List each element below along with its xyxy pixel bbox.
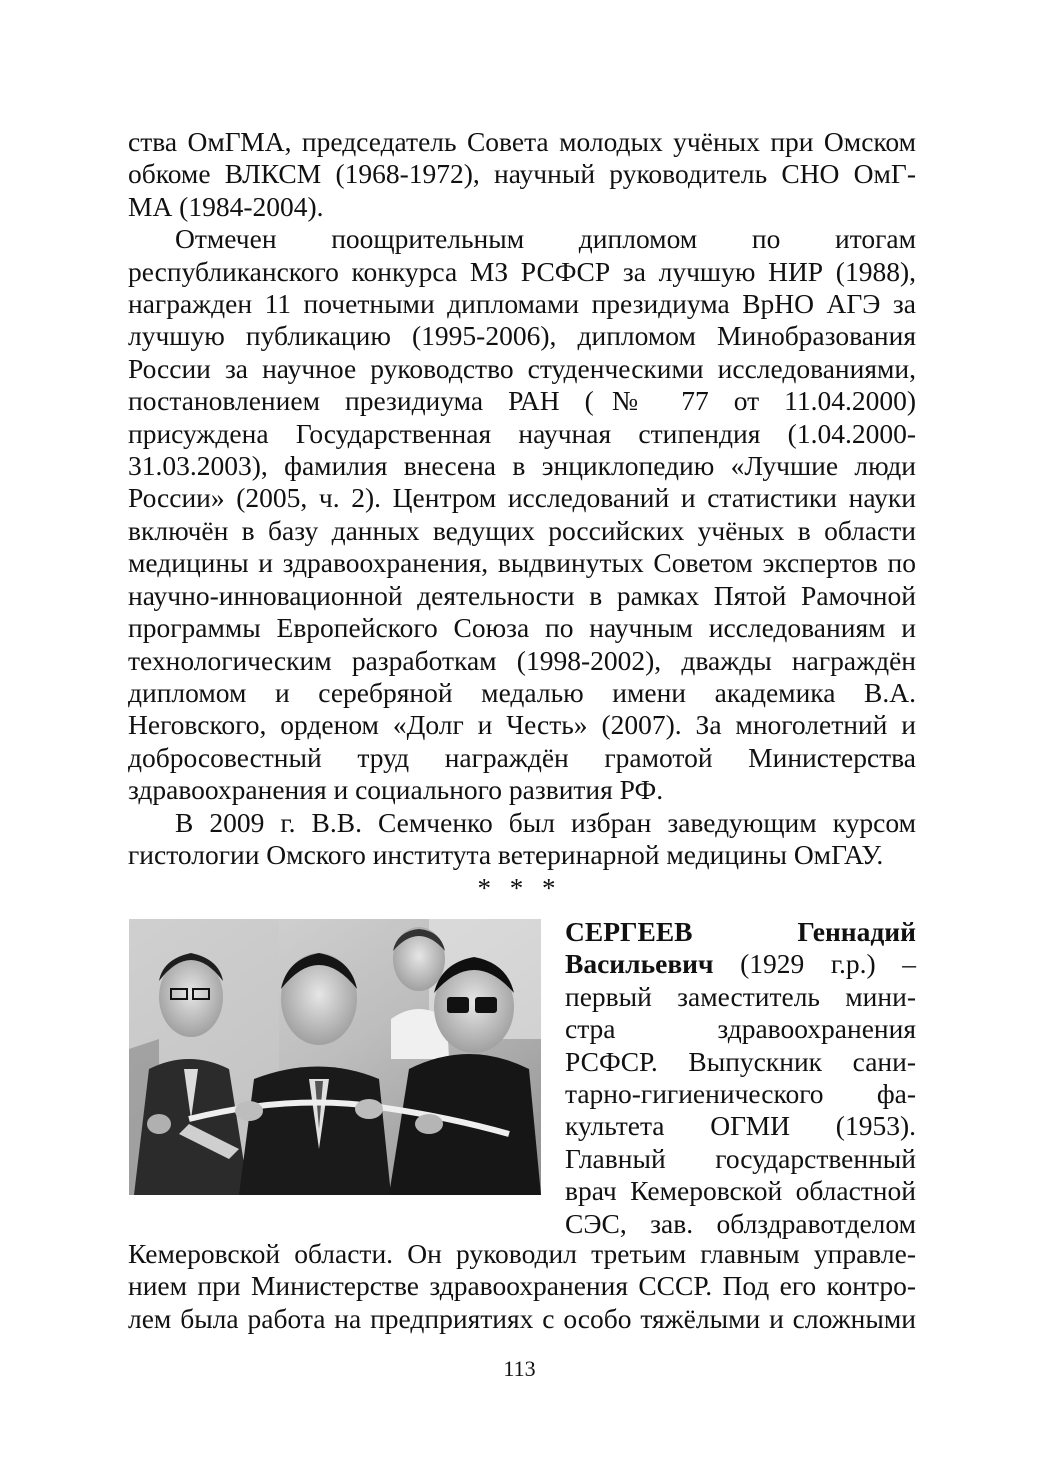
- paragraph-2: Отмечен поощрительным дипломом по итогам республиканского конкурса МЗ РСФСР за лучшую НИР (1988), награжден 11 почетными дипломами президиума ВрНО АГЭ за лучшую публикацию (1995-2006), дипломом Минобразования России за научное руководство студенческими исследованиями, постановлением президиума РАН (№ 77 от 11.04.2000) присуждена Государственная научная стипендия (1.04.2000-31.03.2003), фамилия внесена в энциклопедию «Лучшие люди России» (2005, ч. 2). Центром исследований и статистики науки включён в базу данных ведущих российских учёных в области медицины и здравоохранения, выдвинутых Советом экспертов по научно-инновационной деятельности в рамках Пятой Рамочной программы Европейского Союза по научным исследованиям и технологическим разработкам (1998-2002), дважды награждён дипломом и серебряной медалью имени академика В.А. Неговского, орденом «Долг и Честь» (2007). За многолетний и добросовестный труд награждён грамотой Министерства здравоохранения и социального развития РФ.: [128, 223, 916, 806]
- continuation-line: Кемеровской области. Он руководил третьим главным управле-: [128, 1238, 916, 1269]
- section-separator: * * *: [477, 873, 562, 903]
- entry-line-2: [565, 948, 916, 980]
- entry-side-line: первый заместитель мини-: [565, 980, 916, 1012]
- entry-side-line: культета ОГМИ (1953).: [565, 1110, 916, 1142]
- entry-name-patronymic: Васильевич: [565, 948, 714, 980]
- body-text-top: [128, 126, 916, 871]
- entry-birth-year: (1929 г.р.) –: [740, 948, 916, 980]
- entry-side-line: СЭС, зав. облздравотделом: [565, 1207, 916, 1239]
- entry-name-surname-firstname: СЕРГЕЕВ Геннадий: [565, 916, 916, 947]
- entry-side-line: врач Кемеровской областной: [565, 1175, 916, 1207]
- paragraph-1: ства ОмГМА, председатель Совета молодых учёных при Омском обкоме ВЛКСМ (1968-1972), научный руководитель СНО ОмГ-МА (1984-2004).: [128, 126, 916, 222]
- entry-side-line: Главный государственный: [565, 1142, 916, 1174]
- continuation-line: нием при Министерстве здравоохранения СССР. Под его контро-: [128, 1270, 916, 1302]
- entry-side-text: [565, 916, 916, 1240]
- page-number: 113: [503, 1356, 536, 1381]
- entry-side-line: стра здравоохранения: [565, 1013, 916, 1045]
- entry-side-line: РСФСР. Выпускник сани-: [565, 1045, 916, 1077]
- continuation-line: лем была работа на предприятиях с особо тяжёлыми и сложными: [128, 1302, 916, 1334]
- paragraph-3: В 2009 г. В.В. Семченко был избран заведующим курсом гистологии Омского института ветеринарной медицины ОмГАУ.: [128, 806, 916, 870]
- body-text-bottom: [128, 1238, 916, 1335]
- entry-side-line: тарно-гигиенического фа-: [565, 1078, 916, 1110]
- group-photo: [129, 919, 541, 1195]
